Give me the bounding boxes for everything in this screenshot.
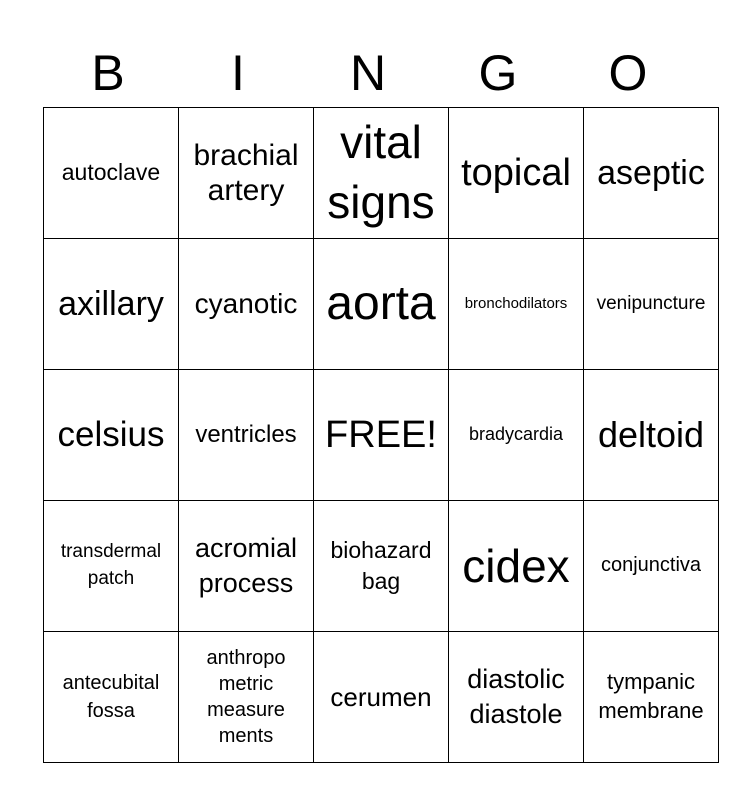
bingo-cell[interactable] [179,108,314,239]
bingo-cell[interactable] [584,632,719,763]
bingo-cell[interactable] [449,239,584,370]
cell-label: topical [461,151,571,194]
bingo-cell[interactable] [449,108,584,239]
cell-label: bronchodilators [464,295,568,313]
bingo-cell[interactable] [449,632,584,763]
bingo-cell[interactable] [584,501,719,632]
cell-label: conjunctiva [600,554,702,577]
cell-label: aorta [326,276,436,330]
grid-row [44,370,719,501]
bingo-cell[interactable] [314,501,449,632]
cell-label: ventricles [195,420,297,448]
cell-label: acromial process [194,532,298,598]
cell-label: brachial artery [193,138,299,207]
cell-label: diastolic diastole [467,663,565,729]
grid-row [44,108,719,239]
bingo-cell[interactable] [449,501,584,632]
bingo-cell[interactable] [584,239,719,370]
bingo-cell[interactable] [314,108,449,239]
cell-label: cyanotic [194,288,298,320]
bingo-cell[interactable] [179,632,314,763]
header-letter-n: N [349,45,387,101]
bingo-cell[interactable] [179,501,314,632]
cell-label: aseptic [597,153,705,192]
cell-label: cidex [462,539,570,592]
bingo-cell[interactable] [584,370,719,501]
cell-label: vital signs [327,116,435,228]
header-letter-g: G [478,45,518,101]
header-letter-b: B [91,45,125,101]
bingo-cell[interactable] [314,370,449,501]
bingo-cell[interactable] [449,370,584,501]
bingo-header [43,40,693,106]
cell-label: anthropo metric measure ments [206,647,286,747]
bingo-cell[interactable] [44,108,179,239]
cell-label: biohazard bag [330,536,432,594]
cell-label: venipuncture [596,292,706,314]
bingo-card-grid [43,107,719,763]
bingo-cell[interactable] [44,632,179,763]
cell-label: transdermal patch [60,541,162,589]
bingo-cell[interactable] [584,108,719,239]
cell-label: antecubital fossa [62,672,160,722]
grid-row [44,501,719,632]
grid-row [44,632,719,763]
cell-label: deltoid [597,413,705,455]
bingo-cell[interactable] [179,239,314,370]
bingo-cell[interactable] [44,370,179,501]
header-letter-i: I [231,45,245,101]
header-letter-o: O [608,45,648,101]
grid-row [44,239,719,370]
bingo-cell[interactable] [314,632,449,763]
bingo-cell[interactable] [314,239,449,370]
cell-label: cerumen [330,681,432,712]
bingo-cell[interactable] [44,239,179,370]
cell-label: tympanic membrane [598,669,704,723]
cell-label: bradycardia [468,424,564,445]
cell-label: axillary [58,284,164,323]
cell-label: celsius [57,415,165,455]
bingo-cell[interactable] [179,370,314,501]
cell-label: autoclave [61,159,161,186]
bingo-cell[interactable] [44,501,179,632]
cell-label: FREE! [325,413,437,456]
